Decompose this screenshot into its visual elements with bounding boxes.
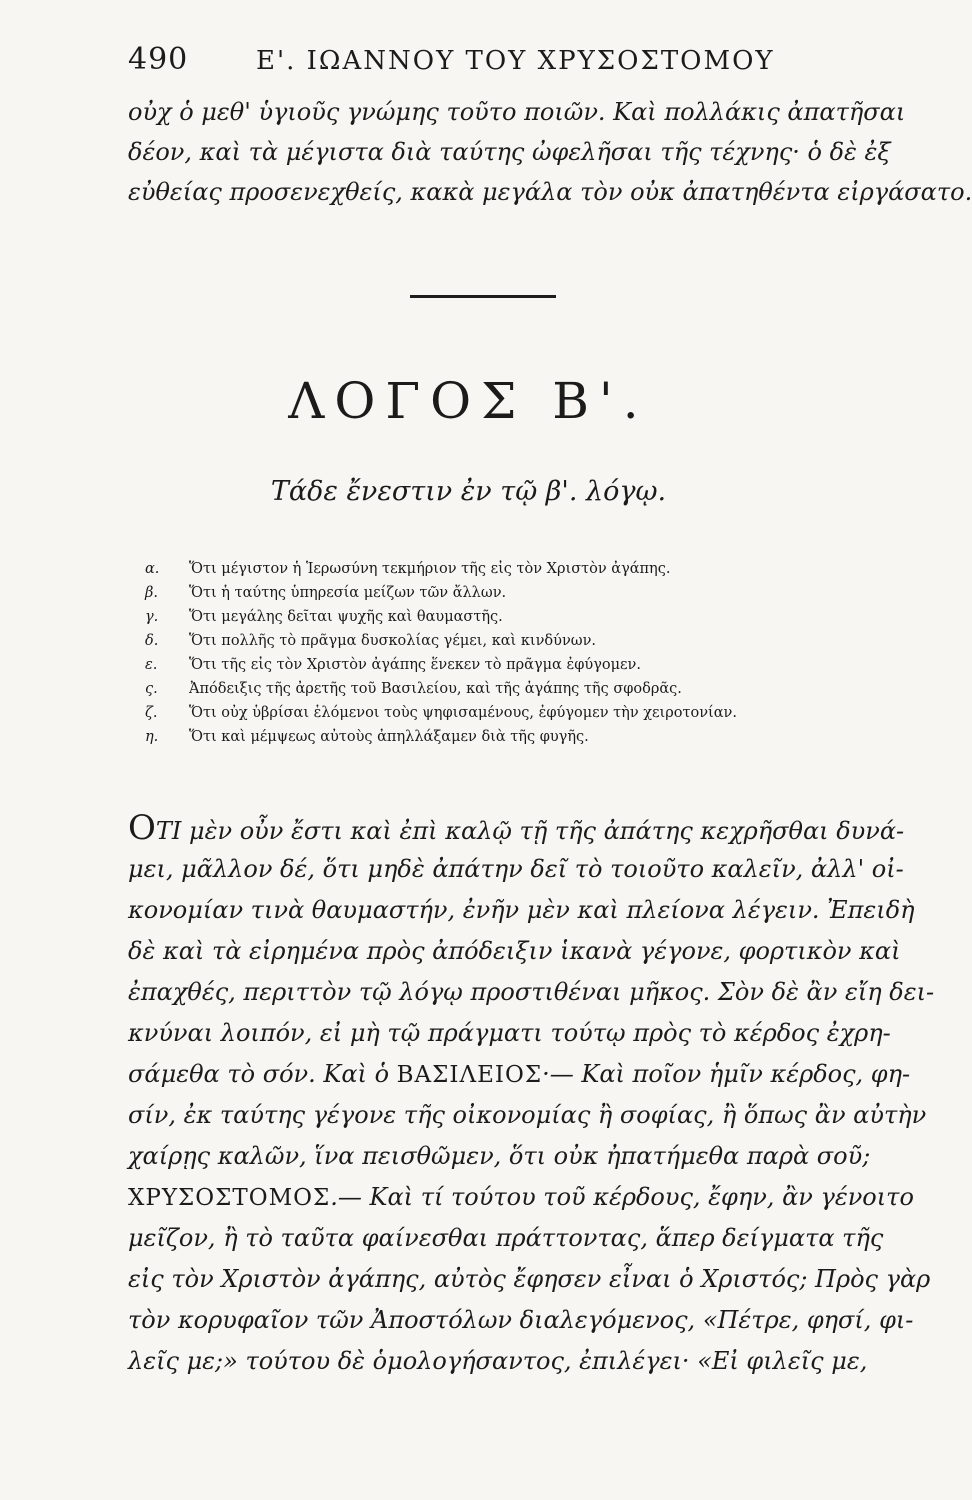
text-line: μεῖζον, ἢ τὸ ταῦτα φαίνεσθαι πράττοντας, ἅπερ δείγματα τῆς [128,1224,884,1252]
contents-item-number: δ. [145,633,159,649]
top-paragraph [128,92,972,212]
contents-item-number: ζ. [145,705,158,721]
contents-item-text: Ὅτι μέγιστον ἡ Ἱερωσύνη τεκμήριον τῆς εἰς τὸν Χριστὸν ἀγάπης. [189,561,671,577]
contents-item-text: Ὅτι πολλῆς τὸ πρᾶγμα δυσκολίας γέμει, καὶ κινδύνων. [189,633,597,649]
text-line: εὐθείας προσενεχθείς, κακὰ μεγάλα τὸν οὐκ ἀπατηθέντα εἰργάσατο. [128,178,972,206]
contents-item-number: ς. [145,681,158,697]
contents-item-text: Ὅτι καὶ μέμψεως αὐτοὺς ἀπηλλάξαμεν διὰ τῆς φυγῆς. [189,729,589,745]
text-line: λεῖς με;» τούτου δὲ ὁμολογήσαντος, ἐπιλέγει· «Εἰ φιλεῖς με, [128,1347,868,1375]
text-line: δὲ καὶ τὰ εἰρημένα πρὸς ἀπόδειξιν ἱκανὰ γέγονε, φορτικὸν καὶ [128,937,901,965]
text-segment: ·— Καὶ ποῖον ἡμῖν κέρδος, φη- [542,1060,911,1088]
text-line: οὐχ ὁ μεθ' ὑγιοῦς γνώμης τοῦτο ποιῶν. Καὶ πολλάκις ἀπατῆσαι [128,98,906,126]
drop-cap: Ο [128,808,156,848]
contents-item [145,581,825,605]
text-line [128,808,905,849]
contents-list [145,557,825,749]
page-number: 490 [128,42,189,77]
text-line: χαίρῃς καλῶν, ἵνα πεισθῶμεν, ὅτι οὐκ ἠπατήμεθα παρὰ σοῦ; [128,1142,871,1170]
speaker-name-chrysostom: ΧΡΥΣΟΣΤΟΜΟΣ [128,1185,331,1211]
contents-item [145,557,825,581]
text-line: τὸν κορυφαῖον τῶν Ἀποστόλων διαλεγόμενος, «Πέτρε, φησί, φι- [128,1306,914,1334]
contents-item-number: β. [145,585,158,601]
text-line: δέον, καὶ τὰ μέγιστα διὰ ταύτης ὠφελῆσαι τῆς τέχνης· ὁ δὲ ἐξ [128,138,891,166]
text-line: σίν, ἐκ ταύτης γέγονε τῆς οἰκονομίας ἢ σοφίας, ἢ ὅπως ἂν αὐτὴν [128,1101,927,1129]
contents-item [145,653,825,677]
running-head: Ε'. ΙΩΑΝΝΟΥ ΤΟΥ ΧΡΥΣΟΣΤΟΜΟΥ [256,46,775,76]
contents-item [145,701,825,725]
contents-item-number: γ. [145,609,159,625]
text-line: κονομίαν τινὰ θαυμαστήν, ἐνῆν μὲν καὶ πλείονα λέγειν. Ἐπειδὴ [128,896,915,924]
contents-item-number: η. [145,729,159,745]
text-line: κνύναι λοιπόν, εἰ μὴ τῷ πράγματι τούτῳ πρὸς τὸ κέρδος ἐχρη- [128,1019,891,1047]
text-line: ἐπαχθές, περιττὸν τῷ λόγῳ προστιθέναι μῆκος. Σὸν δὲ ἂν εἴη δει- [128,978,935,1006]
text-line [128,1054,911,1095]
contents-item-text: Ὅτι μεγάλης δεῖται ψυχῆς καὶ θαυμαστῆς. [189,609,503,625]
contents-item-text: Ὅτι τῆς εἰς τὸν Χριστὸν ἀγάπης ἕνεκεν τὸ πρᾶγμα ἐφύγομεν. [189,657,641,673]
contents-item [145,677,825,701]
text-segment: .— Καὶ τί τούτου τοῦ κέρδους, ἔφην, ἂν γένοιτο [330,1183,914,1211]
contents-item [145,629,825,653]
contents-item-text: Ὅτι οὐχ ὑβρίσαι ἑλόμενοι τοὺς ψηφισαμένους, ἐφύγομεν τὴν χειροτονίαν. [189,705,737,721]
text-line-rest: ΤΙ μὲν οὖν ἔστι καὶ ἐπὶ καλῷ τῇ τῆς ἀπάτης κεχρῆσθαι δυνά- [155,817,905,845]
text-line [128,1177,914,1218]
contents-item-number: ε. [145,657,158,673]
section-divider [410,295,556,298]
contents-item-text: Ἀπόδειξις τῆς ἀρετῆς τοῦ Βασιλείου, καὶ τῆς ἀγάπης τῆς σφοδρᾶς. [189,681,682,697]
contents-item [145,605,825,629]
contents-item-number: α. [145,561,160,577]
text-segment: σάμεθα τὸ σόν. Καὶ ὁ [128,1060,390,1088]
main-paragraph [128,808,935,1382]
page-header [128,42,818,82]
contents-heading: Τάδε ἔνεστιν ἐν τῷ β'. λόγῳ. [270,476,667,507]
contents-item-text: Ὅτι ἡ ταύτης ὑπηρεσία μείζων τῶν ἄλλων. [189,585,507,601]
sermon-title: ΛΟΓΟΣ Β'. [288,372,649,430]
text-line: εἰς τὸν Χριστὸν ἀγάπης, αὐτὸς ἔφησεν εἶναι ὁ Χριστός; Πρὸς γὰρ [128,1265,931,1293]
speaker-name-basil: ΒΑΣΙΛΕΙΟΣ [396,1062,543,1088]
text-line: μει, μᾶλλον δέ, ὅτι μηδὲ ἀπάτην δεῖ τὸ τοιοῦτο καλεῖν, ἀλλ' οἰ- [128,855,904,883]
contents-item [145,725,825,749]
